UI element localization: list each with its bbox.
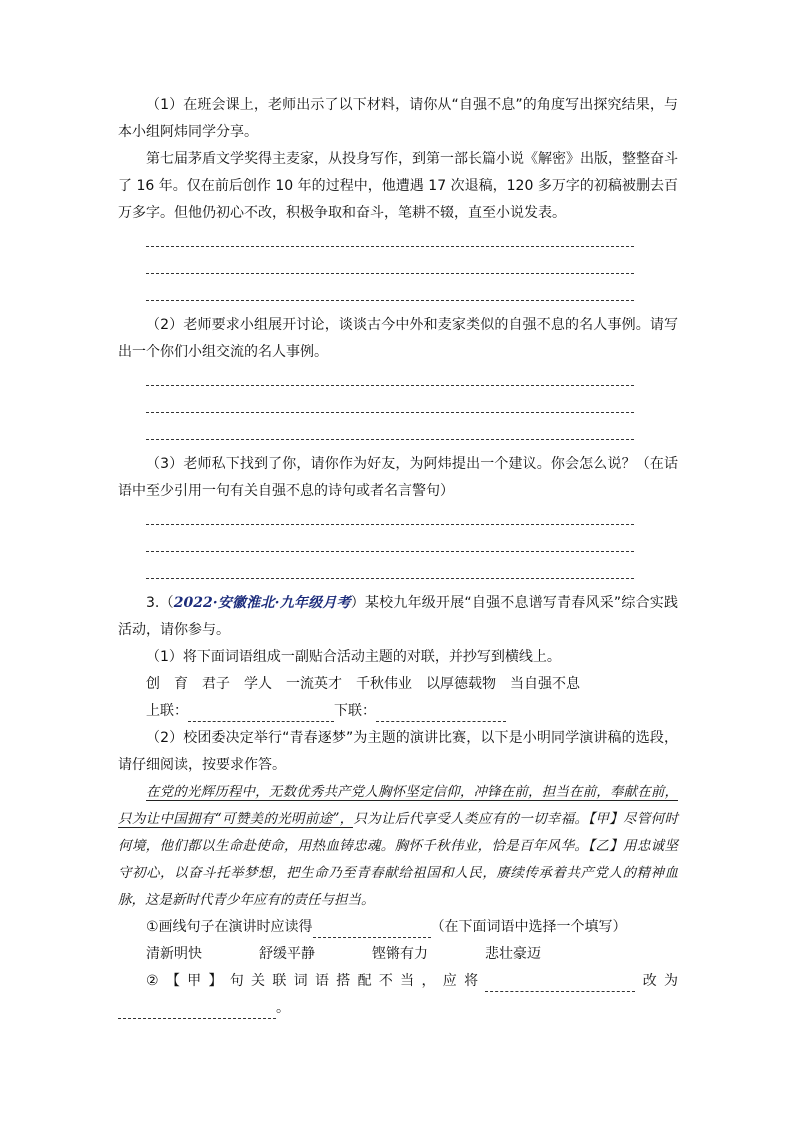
wrong-connective-blank[interactable] — [485, 968, 635, 995]
q3-answer-lines[interactable] — [146, 509, 678, 590]
word-item: 以厚德载物 — [426, 676, 496, 692]
speech-excerpt: 在党的光辉历程中，无数优秀共产党人胸怀坚定信仰，冲锋在前，担当在前，奉献在前，只为让中国拥有“可赞美的光明前途”，只为让后代享受人类应有的一切幸福。【甲】尽管何时何境，他们都以生命赴使命，用热血铸忠魂。胸怀千秋伟业，恰是百年风华。【乙】用忠诚坚守初心，以奋斗托举梦想，把生命乃至青春献给祖国和人民，赓续传承着共产党人的精神血脉，这是新时代青少年应有的责任与担当。 — [118, 784, 678, 908]
word-item: 育 — [174, 676, 188, 692]
s3-sub1-prompt: （1）将下面词语组成一副贴合活动主题的对联，并抄写到横线上。 — [146, 649, 561, 665]
correct-connective-blank[interactable] — [118, 995, 276, 1022]
q2-prompt: （2）老师要求小组展开讨论，谈谈古今中外和麦家类似的自强不息的名人事例。请写出一个你们小组交流的名人事例。 — [118, 317, 678, 360]
section3-intro: 3.（2022·安徽淮北·九年级月考）某校九年级开展“自强不息谱写青春风采”综合实践活动，请你参与。 — [118, 595, 679, 638]
tone-option: 舒缓平静 — [259, 946, 315, 962]
underlined-sentence: 在党的光辉历程中，无数优秀共产党人胸怀坚定信仰，冲锋在前，担当在前，奉献在前，只为让中国拥有“可赞美的光明前途”， — [118, 784, 678, 827]
question-source: 2022·安徽淮北·九年级月考 — [173, 595, 351, 611]
q2-answer-lines[interactable] — [146, 370, 678, 451]
word-item: 学人 — [244, 676, 272, 692]
word-item: 当自强不息 — [510, 676, 580, 692]
answer-line[interactable] — [146, 563, 634, 590]
answer-line[interactable] — [146, 509, 634, 536]
q1-prompt: （1）在班会课上，老师出示了以下材料，请你从“自强不息”的角度写出探究结果，与本小组阿炜同学分享。 — [118, 97, 678, 140]
answer-line[interactable] — [146, 258, 634, 285]
answer-line[interactable] — [146, 231, 634, 258]
upper-couplet-label: 上联： — [146, 703, 188, 719]
tone-options — [118, 941, 678, 968]
couplet-answer-row — [118, 698, 678, 725]
reading-tone-blank[interactable] — [313, 914, 431, 941]
s3-sub2-prompt: （2）校团委决定举行“青春逐梦”为主题的演讲比赛，以下是小明同学演讲稿的选段，请仔细阅读，按要求作答。 — [118, 730, 678, 773]
answer-line[interactable] — [146, 397, 634, 424]
tone-option: 清新明快 — [146, 946, 202, 962]
answer-line[interactable] — [146, 536, 634, 563]
item1-row: ①画线句子在演讲时应读得 （在下面词语中选择一个填写） — [118, 914, 678, 941]
q1-answer-lines[interactable] — [146, 231, 678, 312]
item2-row: ②【甲】句关联词语搭配不当，应将 改为 。 — [118, 968, 678, 1022]
lower-couplet-blank[interactable] — [376, 698, 506, 725]
word-item: 创 — [146, 676, 160, 692]
lower-couplet-label: 下联： — [334, 703, 376, 719]
couplet-word-bank — [118, 671, 678, 698]
q1-material: 第七届茅盾文学奖得主麦家，从投身写作，到第一部长篇小说《解密》出版，整整奋斗了 16 年。仅在前后创作 10 年的过程中，他遭遇 17 次退稿，120 多万字的初稿被删去百万多字。但他仍初心不改，积极争取和奋斗，笔耕不辍，直至小说发表。 — [118, 151, 678, 221]
tone-option: 铿锵有力 — [372, 946, 428, 962]
word-item: 君子 — [202, 676, 230, 692]
word-item: 千秋伟业 — [356, 676, 412, 692]
upper-couplet-blank[interactable] — [188, 698, 334, 725]
answer-line[interactable] — [146, 424, 634, 451]
tone-option: 悲壮豪迈 — [485, 946, 541, 962]
answer-line[interactable] — [146, 370, 634, 397]
word-item: 一流英才 — [286, 676, 342, 692]
worksheet-page — [118, 92, 678, 1022]
answer-line[interactable] — [146, 285, 634, 312]
q3-prompt: （3）老师私下找到了你，请你作为好友，为阿炜提出一个建议。你会怎么说？（在话语中至少引用一句有关自强不息的诗句或者名言警句） — [118, 456, 678, 499]
